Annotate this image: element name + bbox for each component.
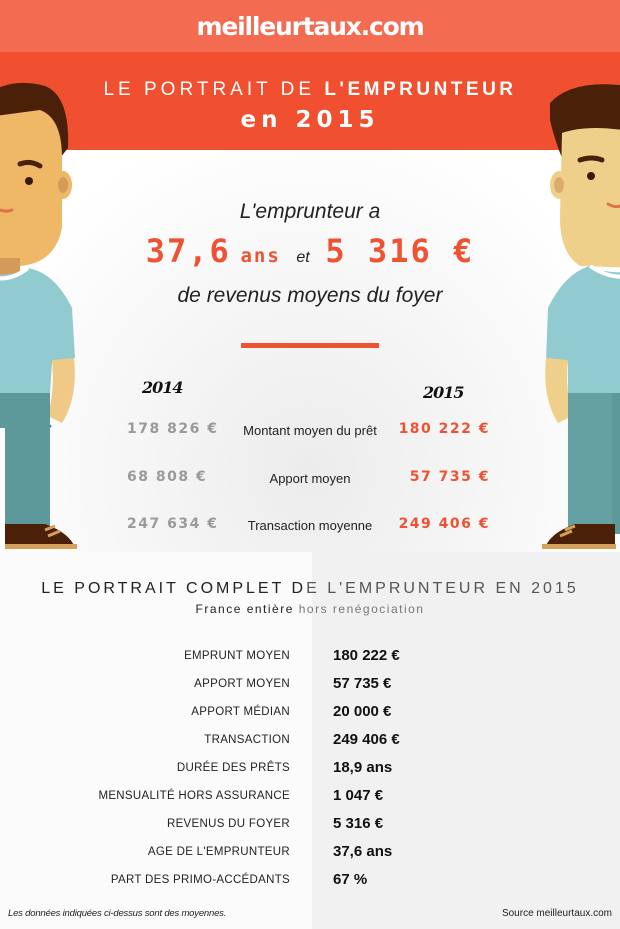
comparison-label: Montant moyen du prêt — [243, 423, 377, 438]
stat-value: 18,9 ans — [333, 759, 393, 776]
subtitle-light: hors renégociation — [298, 602, 425, 616]
stat-value: 249 406 € — [333, 731, 400, 748]
section-title-light: E L'EMPRUNTEUR EN 2015 — [306, 580, 579, 597]
stat-value: 20 000 € — [333, 703, 392, 720]
stat-value: 5 316 € — [333, 815, 384, 832]
stat-row — [0, 731, 620, 751]
section-title — [0, 580, 620, 598]
brand-logo: meilleurtaux.com — [196, 11, 424, 41]
stat-value: 180 222 € — [333, 647, 400, 664]
separator-bar — [241, 343, 379, 348]
stat-row — [0, 647, 620, 667]
comparison-label: Transaction moyenne — [247, 518, 373, 533]
stat-row — [0, 703, 620, 723]
stat-row — [0, 675, 620, 695]
stat-label: EMPRUNT MOYEN — [184, 650, 290, 662]
year-old-label: 2014 — [142, 378, 183, 397]
stat-value: 67 % — [333, 871, 368, 888]
age-unit: ans — [240, 245, 281, 267]
stat-value: 1 047 € — [333, 787, 384, 804]
stat-row — [0, 871, 620, 891]
comparison-row — [0, 469, 620, 493]
comparison-label: Apport moyen — [269, 471, 351, 486]
stat-label: PART DES PRIMO-ACCÉDANTS — [110, 874, 290, 886]
income-value: 5 316 € — [325, 232, 475, 270]
section-title-dark: LE PORTRAIT COMPLET D — [41, 580, 307, 597]
stat-row — [0, 759, 620, 779]
stat-row — [0, 815, 620, 835]
subtitle-dark: France entière — [195, 602, 299, 616]
title-bold-part: L'EMPRUNTEUR — [324, 79, 517, 100]
stat-row — [0, 787, 620, 807]
stat-label: TRANSACTION — [204, 734, 290, 746]
footnote: Les données indiquées ci-dessus sont des moyennes. — [8, 908, 227, 919]
value-2014: 178 826 € — [127, 421, 219, 437]
conjunction: et — [296, 249, 310, 266]
headline-figures — [0, 232, 620, 270]
stat-label: APPORT MOYEN — [194, 678, 290, 690]
value-2014: 247 634 € — [127, 516, 219, 532]
value-2014: 68 808 € — [127, 469, 208, 485]
stat-value: 37,6 ans — [333, 843, 393, 860]
value-2015: 249 406 € — [398, 516, 490, 532]
year-new-label: 2015 — [423, 383, 464, 402]
title-light-part: LE PORTRAIT DE — [103, 79, 325, 100]
stat-value: 57 735 € — [333, 675, 392, 692]
stat-label: APPORT MÉDIAN — [191, 706, 290, 718]
title-year: en 2015 — [240, 107, 380, 133]
comparison-row — [0, 421, 620, 445]
section-subtitle — [0, 602, 620, 616]
value-2015: 57 735 € — [409, 469, 490, 485]
age-value: 37,6 — [145, 232, 231, 270]
stat-label: REVENUS DU FOYER — [166, 818, 290, 830]
value-2015: 180 222 € — [398, 421, 490, 437]
stat-row — [0, 843, 620, 863]
stat-label: MENSUALITÉ HORS ASSURANCE — [98, 790, 290, 802]
brand-header — [0, 0, 620, 52]
stat-label: AGE DE L'EMPRUNTEUR — [147, 846, 290, 858]
intro-text: L'emprunteur a — [239, 200, 381, 223]
comparison-row — [0, 516, 620, 540]
source-credit: Source meilleurtaux.com — [501, 908, 612, 919]
stat-label: DURÉE DES PRÊTS — [176, 762, 290, 774]
income-caption: de revenus moyens du foyer — [177, 284, 443, 307]
